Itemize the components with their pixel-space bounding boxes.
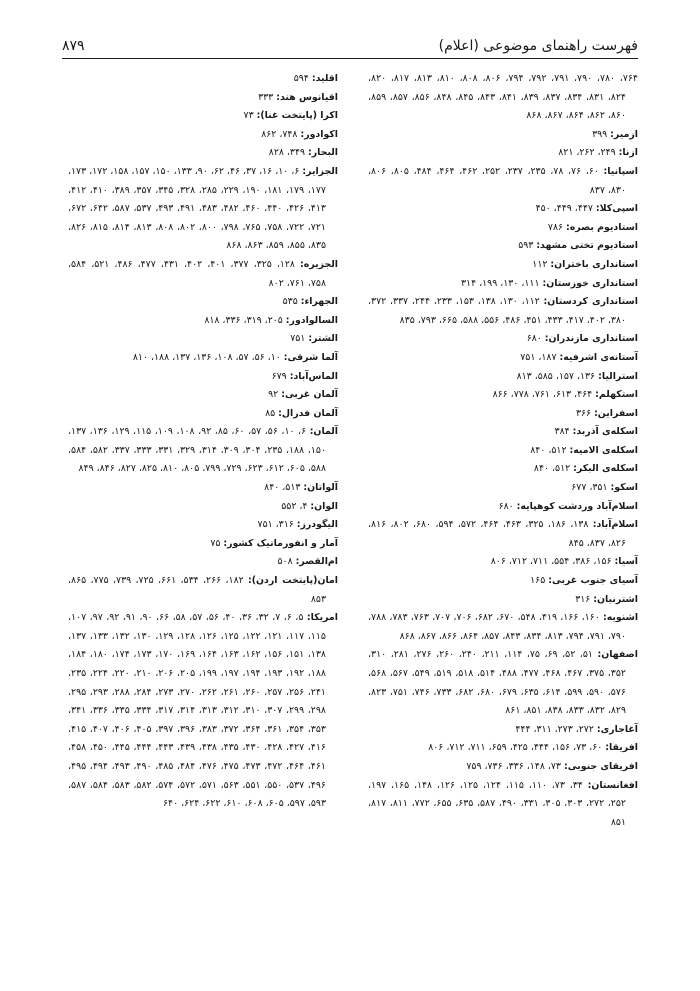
index-entry bbox=[368, 442, 638, 461]
entry-term: ام‌القصر: bbox=[295, 556, 338, 568]
entry-term: آستانه‌ی اشرفیه: bbox=[559, 351, 638, 363]
index-entry bbox=[368, 479, 638, 498]
index-entry bbox=[68, 386, 338, 405]
entry-page-refs: ۳۶۶ bbox=[575, 407, 592, 419]
index-entry bbox=[68, 516, 338, 535]
index-entry bbox=[368, 758, 638, 777]
entry-term: اسلام‌آباد: bbox=[592, 519, 638, 531]
entry-page-refs: ۶، ۱۰، ۱۶، ۳۷، ۴۶، ۶۲، ۹۰، ۱۳۳، ۱۵۰، ۱۵۷، ۱۵۸، ۱۷۲، ۱۷۳، ۱۷۷، ۱۷۹، ۱۸۱، ۱۹۰، ۲۲۹، ۲۸۵، ۳۲۸، ۳۴۵، ۳۵۷، ۳۸۹، ۴۱۰، ۴۱۲، ۴۱۳، ۴۲۶، ۴۴۰، ۴۶۰، ۴۸۲، ۴۸۳، ۴۹۱، ۴۹۳، ۵۳۷، ۵۸۷، ۶۴۲، ۶۷۲، ۷۲۱، ۷۲۲، ۷۵۸، ۷۶۵، ۷۹۸، ۸۰۰، ۸۰۲، ۸۰۸، ۸۱۳، ۸۱۴، ۸۱۵، ۸۲۶، ۸۳۵، ۸۵۵، ۸۵۹، ۸۶۳، ۸۶۸ bbox=[67, 165, 326, 252]
index-entry bbox=[368, 591, 638, 610]
index-entry bbox=[68, 535, 338, 554]
index-entry bbox=[68, 144, 338, 163]
index-entry bbox=[368, 423, 638, 442]
index-entry bbox=[368, 777, 638, 833]
entry-term: اصفهان: bbox=[597, 649, 638, 661]
entry-page-refs: ۵۹۴ bbox=[293, 73, 309, 84]
index-entry bbox=[368, 498, 638, 517]
entry-page-refs: ۳۳۳ bbox=[258, 91, 274, 103]
entry-term: الجزیره: bbox=[300, 258, 338, 270]
entry-page-refs: ۶۰، ۷۶، ۷۸، ۲۳۵، ۲۳۷، ۲۵۲، ۴۶۲، ۴۶۴، ۴۸۴، ۸۰۵، ۸۰۶، ۸۳۰، ۸۳۷ bbox=[368, 165, 626, 196]
entry-term: الجزایر: bbox=[302, 165, 338, 177]
index-entry bbox=[368, 275, 638, 294]
index-entry bbox=[368, 349, 638, 368]
entry-page-refs: ۳۱۶ bbox=[575, 593, 591, 605]
entry-page-refs: ۷۸۶ bbox=[547, 221, 564, 233]
entry-page-refs: ۵۳۵ bbox=[282, 296, 298, 308]
entry-page-refs: ۱۱۱، ۱۳۰، ۱۹۹، ۳۱۴ bbox=[461, 277, 540, 289]
entry-term: اسکو: bbox=[610, 482, 638, 494]
entry-term: امان(پایتخت اردن): bbox=[248, 575, 338, 587]
index-entry bbox=[368, 516, 638, 553]
entry-page-refs: ۵۱، ۵۲، ۶۹، ۷۵، ۱۱۴، ۲۱۱، ۲۴۰، ۲۶۰، ۲۷۶، ۲۸۱، ۳۱۰، ۳۵۲، ۳۷۵، ۴۶۷، ۴۶۸، ۴۷۷، ۴۸۸، ۵۱۴، ۵۱۸، ۵۱۹، ۵۴۹، ۵۶۷، ۵۶۸، ۵۷۶، ۵۹۰، ۵۹۹، ۶۱۴، ۶۳۵، ۶۷۹، ۶۸۰، ۶۸۲، ۷۳۳، ۷۴۶، ۷۵۱، ۸۲۳، ۸۲۹، ۸۳۲، ۸۳۳، ۸۳۸، ۸۵۱، ۸۶۱ bbox=[368, 649, 626, 717]
entry-page-refs: ۷۳ bbox=[243, 110, 254, 122]
entry-term: اقیانوس هند: bbox=[276, 91, 338, 103]
entry-page-refs: ۷۳، ۱۴۸، ۳۳۶، ۷۳۶، ۷۵۹ bbox=[466, 760, 561, 772]
index-entry bbox=[68, 70, 338, 89]
index-entry bbox=[368, 200, 638, 219]
index-entry bbox=[368, 721, 638, 740]
entry-term: اشنویه: bbox=[602, 612, 639, 624]
entry-page-refs: ۳۵۱، ۶۷۷ bbox=[571, 482, 608, 494]
entry-term: اسپی‌کلا: bbox=[595, 203, 638, 215]
index-entry bbox=[68, 107, 338, 126]
index-entry bbox=[368, 572, 638, 591]
index-entry bbox=[368, 405, 638, 424]
index-entry bbox=[68, 572, 338, 609]
entry-page-refs: ۱۸۲، ۲۶۶، ۵۳۴، ۶۶۱، ۷۲۵، ۷۳۹، ۷۷۵، ۸۶۵، ۸۵۳ bbox=[68, 575, 326, 605]
entry-term: آسیا: bbox=[614, 556, 638, 568]
entry-page-refs: ۱۶۰، ۱۶۶، ۴۱۹، ۵۴۸، ۶۷۰، ۶۸۲، ۷۰۶، ۷۰۷، ۷۶۳، ۷۸۳، ۷۸۸، ۷۹۰، ۷۹۱، ۷۹۴، ۸۱۳، ۸۳۴، ۸۴۳، ۸۵۷، ۸۶۴، ۸۶۶، ۸۶۷، ۸۶۸ bbox=[368, 612, 626, 642]
entry-term: استانداری خوزستان: bbox=[542, 277, 638, 289]
entry-term: آغاجاری: bbox=[596, 723, 638, 735]
entry-page-refs: ۱۱۲ bbox=[532, 258, 548, 270]
entry-page-refs: ۷۵۱ bbox=[290, 333, 306, 345]
entry-page-refs: ۱۳۶، ۱۵۷، ۵۸۵، ۸۱۳ bbox=[516, 370, 596, 382]
index-entry bbox=[368, 144, 638, 163]
entry-page-refs: ۱۶۵ bbox=[530, 575, 546, 587]
right-index-column bbox=[368, 70, 638, 832]
entry-term: اکوادور: bbox=[300, 128, 338, 140]
entry-term: اسفراین: bbox=[594, 407, 638, 419]
entry-page-refs: ۵۱۲، ۸۴۰ bbox=[530, 444, 567, 456]
entry-page-refs: ۶۸۰ bbox=[526, 333, 542, 345]
entry-page-refs: ۱۲۸، ۳۲۵، ۳۷۷، ۴۰۱، ۴۰۲، ۴۳۱، ۴۷۷، ۴۸۶، ۵۲۱، ۵۸۴، ۷۵۸، ۷۶۱، ۸۰۲ bbox=[68, 258, 326, 289]
entry-page-refs: ۳۸۴ bbox=[554, 426, 570, 438]
entry-page-refs: ۲۴۹، ۲۶۲، ۸۲۱ bbox=[558, 147, 616, 159]
index-entry bbox=[68, 330, 338, 349]
entry-term: اسپانیا: bbox=[603, 165, 638, 177]
entry-page-refs: ۹۲ bbox=[268, 389, 279, 401]
entry-page-refs: ۷۴۸، ۸۶۲ bbox=[261, 128, 298, 140]
index-entry bbox=[68, 479, 338, 498]
entry-page-refs: ۲۷۲، ۲۷۳، ۳۱۱، ۴۴۴ bbox=[515, 723, 594, 735]
index-entry bbox=[68, 163, 338, 256]
entry-page-refs: ۵۹۳ bbox=[518, 240, 534, 252]
entry-term: استانداری باختران: bbox=[550, 258, 638, 270]
entry-term: افریقا: bbox=[605, 742, 638, 754]
index-entry bbox=[68, 293, 338, 312]
index-entry bbox=[68, 405, 338, 424]
entry-term: افریقای جنوبی: bbox=[563, 760, 638, 772]
index-entry bbox=[68, 609, 338, 814]
entry-term: الیگودرز: bbox=[296, 519, 338, 531]
index-entry bbox=[368, 368, 638, 387]
entry-term: افغانستان: bbox=[587, 779, 638, 791]
entry-page-refs: ۶۰، ۷۳، ۱۵۶، ۴۴۴، ۴۲۵، ۶۵۹، ۷۱۱، ۷۱۲، ۸۰۶ bbox=[428, 742, 603, 754]
index-entry bbox=[368, 386, 638, 405]
entry-page-refs: ۱۱۲، ۱۳۰، ۱۳۸، ۱۵۳، ۲۳۳، ۲۴۴، ۳۳۷، ۳۷۲، ۳۸۰، ۴۰۲، ۴۱۷، ۴۳۳، ۴۵۱، ۴۸۶، ۵۵۶، ۵۸۸، ۶۶۵، ۷۹۳، ۸۳۵ bbox=[368, 296, 626, 326]
entry-page-refs: ۱۳۸، ۱۸۶، ۳۲۵، ۴۶۳، ۴۶۴، ۵۷۲، ۵۹۴، ۶۸۰، ۸۰۲، ۸۱۶، ۸۲۶، ۸۳۷، ۸۴۵ bbox=[368, 519, 626, 549]
index-entry bbox=[368, 163, 638, 200]
index-entry bbox=[368, 219, 638, 238]
entry-page-refs: ۲۰۵، ۳۱۹، ۳۳۶، ۸۱۸ bbox=[204, 314, 283, 326]
entry-page-refs: ۱۸۷، ۷۵۱ bbox=[520, 351, 557, 363]
entry-term: ازمیر: bbox=[610, 128, 638, 140]
entry-term: اسلام‌آباد وردشت کوهپایه: bbox=[516, 500, 638, 512]
entry-term: اسکله‌ی البکر: bbox=[573, 463, 638, 475]
entry-page-refs: ۴۶۴، ۶۱۳، ۷۶۱، ۷۷۸، ۸۶۶ bbox=[492, 389, 593, 401]
index-entry bbox=[68, 312, 338, 331]
index-entry bbox=[68, 368, 338, 387]
index-entry bbox=[368, 609, 638, 646]
index-entry bbox=[368, 739, 638, 758]
entry-term: الوان: bbox=[310, 500, 338, 512]
entry-term: اسکله‌ی الامیه: bbox=[569, 444, 638, 456]
page-header bbox=[62, 36, 638, 59]
entry-term: اشترنیان: bbox=[593, 593, 638, 605]
entry-term: آلما شرقی: bbox=[283, 351, 338, 363]
index-entry bbox=[368, 70, 638, 126]
entry-term: استکهلم: bbox=[595, 389, 638, 401]
entry-term: آلمان فدرال: bbox=[278, 407, 338, 419]
entry-term: امریکا: bbox=[306, 612, 338, 624]
running-title: فهرست راهنمای موضوعی (اعلام) bbox=[438, 38, 638, 54]
index-entry bbox=[68, 89, 338, 108]
index-entry bbox=[368, 256, 638, 275]
index-entry bbox=[368, 293, 638, 330]
index-entry bbox=[368, 460, 638, 479]
entry-page-refs: ۳۴، ۷۳، ۱۱۰، ۱۱۵، ۱۲۴، ۱۲۵، ۱۲۶، ۱۴۸، ۱۶۵، ۱۹۷، ۲۵۲، ۲۷۲، ۳۰۳، ۳۰۵، ۳۳۱، ۴۹۰، ۵۸۷، ۶۳۵، ۶۵۵، ۷۷۲، ۸۱۱، ۸۱۷، ۸۵۱ bbox=[368, 779, 626, 828]
entry-page-refs: ۴، ۵۵۲ bbox=[281, 500, 308, 512]
entry-page-refs: ۳۱۶، ۷۵۱ bbox=[257, 519, 294, 531]
index-entry bbox=[68, 498, 338, 517]
entry-term: آلمان غربی: bbox=[281, 389, 338, 401]
entry-term: آلواتان: bbox=[303, 482, 338, 494]
entry-page-refs: ۸۵ bbox=[265, 407, 276, 419]
entry-page-refs: ۳۹۹ bbox=[592, 128, 608, 140]
entry-page-refs: ۶۸۰ bbox=[498, 500, 514, 512]
entry-page-refs: ۳۴۹، ۸۲۸ bbox=[268, 147, 306, 159]
entry-page-refs: ۶، ۱۰، ۵۶، ۵۷، ۶۰، ۸۵، ۹۲، ۱۰۸، ۱۰۹، ۱۱۵، ۱۲۹، ۱۳۶، ۱۳۷، ۱۵۰، ۱۸۸، ۲۳۵، ۳۰۴، ۳۰۹، ۳۱۴، ۳۲۹، ۳۳۱، ۳۳۳، ۳۳۷، ۵۸۲، ۵۸۴، ۵۸۸، ۶۰۵، ۶۱۲، ۶۲۳، ۷۲۹، ۷۹۹، ۸۰۵، ۸۱۰، ۸۲۵، ۸۲۷، ۸۴۶، ۸۴۹ bbox=[68, 426, 326, 475]
entry-term: آلمان: bbox=[309, 426, 338, 438]
index-entry bbox=[368, 646, 638, 720]
entry-term: استانداری کردستان: bbox=[543, 296, 638, 308]
index-entry bbox=[68, 349, 338, 368]
index-entry bbox=[368, 126, 638, 145]
entry-page-refs: ۱۰، ۵۶، ۵۷، ۱۰۸، ۱۳۶، ۱۳۷، ۱۸۸، ۸۱۰ bbox=[132, 351, 281, 363]
entry-page-refs: ۱۵۶، ۳۸۶، ۵۵۴، ۷۱۱، ۷۱۲، ۸۰۶ bbox=[490, 556, 612, 568]
entry-term: اقلید: bbox=[311, 73, 338, 84]
entry-term: آمار و انفورماتیک کشور: bbox=[223, 537, 338, 549]
entry-page-refs: ۴۴۷، ۴۴۹، ۴۵۰ bbox=[535, 203, 593, 215]
entry-term: استادیوم بصره: bbox=[566, 221, 638, 233]
entry-page-refs: ۶۷۹ bbox=[271, 370, 287, 382]
index-entry bbox=[68, 126, 338, 145]
entry-term: ازنا: bbox=[618, 147, 638, 159]
left-index-column bbox=[68, 70, 338, 814]
entry-term: آسیای جنوب غربی: bbox=[548, 575, 638, 587]
index-entry bbox=[68, 256, 338, 293]
index-entry bbox=[368, 237, 638, 256]
entry-page-refs: ۵۱۳، ۸۴۰ bbox=[264, 482, 301, 494]
entry-page-refs: ۵۱۲، ۸۴۰ bbox=[533, 463, 571, 475]
index-entry bbox=[68, 553, 338, 572]
entry-page-refs: ۷۶۴، ۷۸۰، ۷۹۰، ۷۹۱، ۷۹۲، ۷۹۴، ۸۰۶، ۸۰۸، ۸۱۰، ۸۱۳، ۸۱۷، ۸۲۰، ۸۲۴، ۸۳۱، ۸۳۴، ۸۳۷، ۸۳۹، ۸۴۱، ۸۴۳، ۸۴۵، ۸۴۸، ۸۵۶، ۸۵۷، ۸۵۹، ۸۶۰، ۸۶۲، ۸۶۴، ۸۶۷، ۸۶۸ bbox=[368, 73, 638, 122]
entry-term: الشتر: bbox=[308, 333, 338, 345]
entry-term: استرالیا: bbox=[598, 370, 638, 382]
entry-term: اسکله‌ی آذربد: bbox=[572, 426, 638, 438]
entry-page-refs: ۵، ۶، ۷، ۳۲، ۳۶، ۴۰، ۵۶، ۵۷، ۵۸، ۶۶، ۹۰، ۹۱، ۹۲، ۹۷، ۱۰۷، ۱۱۵، ۱۱۷، ۱۲۱، ۱۲۲، ۱۲۵، ۱۲۶، ۱۲۸، ۱۲۹، ۱۳۰، ۱۳۲، ۱۳۳، ۱۳۷، ۱۳۸، ۱۵۱، ۱۵۶، ۱۶۲، ۱۶۳، ۱۶۴، ۱۶۹، ۱۷۰، ۱۷۳، ۱۷۴، ۱۸۰، ۱۸۴، ۱۸۸، ۱۹۲، ۱۹۳، ۱۹۴، ۱۹۷، ۱۹۹، ۲۰۵، ۲۰۶، ۲۱۰، ۲۲۰، ۲۲۴، ۲۳۵، ۲۴۱، ۲۵۶، ۲۵۷، ۲۶۰، ۲۶۱، ۲۶۲، ۲۷۰، ۲۷۳، ۲۸۴، ۲۸۸، ۲۹۳، ۲۹۵، ۲۹۸، ۲۹۹، ۳۰۷، ۳۱۰، ۳۱۲، ۳۱۳، ۳۱۴، ۳۱۷، ۳۳۴، ۳۳۵، ۳۳۶، ۳۴۱، ۳۵۳، ۳۵۴، ۳۶۱، ۳۶۴، ۳۷۲، ۳۸۳، ۳۹۶، ۳۹۷، ۴۰۵، ۴۰۶، ۴۰۷، ۴۱۵، ۴۱۶، ۴۲۷، ۴۲۸، ۴۳۰، ۴۳۵، ۴۳۸، ۴۳۹، ۴۴۳، ۴۴۴، ۴۴۵، ۴۵۰، ۴۵۸، ۴۶۱، ۴۶۴، ۴۷۲، ۴۷۳، ۴۷۵، ۴۷۶، ۴۸۴، ۴۸۵، ۴۹۰، ۴۹۳، ۴۹۴، ۴۹۵، ۴۹۶، ۵۳۷، ۵۵۰، ۵۵۱، ۵۶۳، ۵۷۱، ۵۷۲، ۵۷۴، ۵۸۲، ۵۸۳، ۵۸۴، ۵۸۷، ۵۹۳، ۵۹۷، ۶۰۵، ۶۰۸، ۶۱۰، ۶۲۲، ۶۲۴، ۶۴۰ bbox=[68, 612, 326, 810]
index-entry bbox=[368, 553, 638, 572]
page-number: ۸۷۹ bbox=[62, 38, 85, 54]
entry-page-refs: ۵۰۸ bbox=[277, 556, 293, 568]
entry-term: السالوادور: bbox=[285, 314, 338, 326]
index-entry bbox=[68, 423, 338, 479]
entry-term: استانداری مازندران: bbox=[544, 333, 638, 345]
entry-term: البحار: bbox=[308, 147, 338, 159]
entry-term: الماس‌آباد: bbox=[289, 370, 338, 382]
entry-term: استادیوم تختی مشهد: bbox=[536, 240, 638, 252]
entry-page-refs: ۷۵ bbox=[210, 537, 221, 549]
index-entry bbox=[368, 330, 638, 349]
entry-term: اکرا (پایتخت غنا): bbox=[256, 110, 338, 122]
entry-term: الجهراء: bbox=[300, 296, 338, 308]
